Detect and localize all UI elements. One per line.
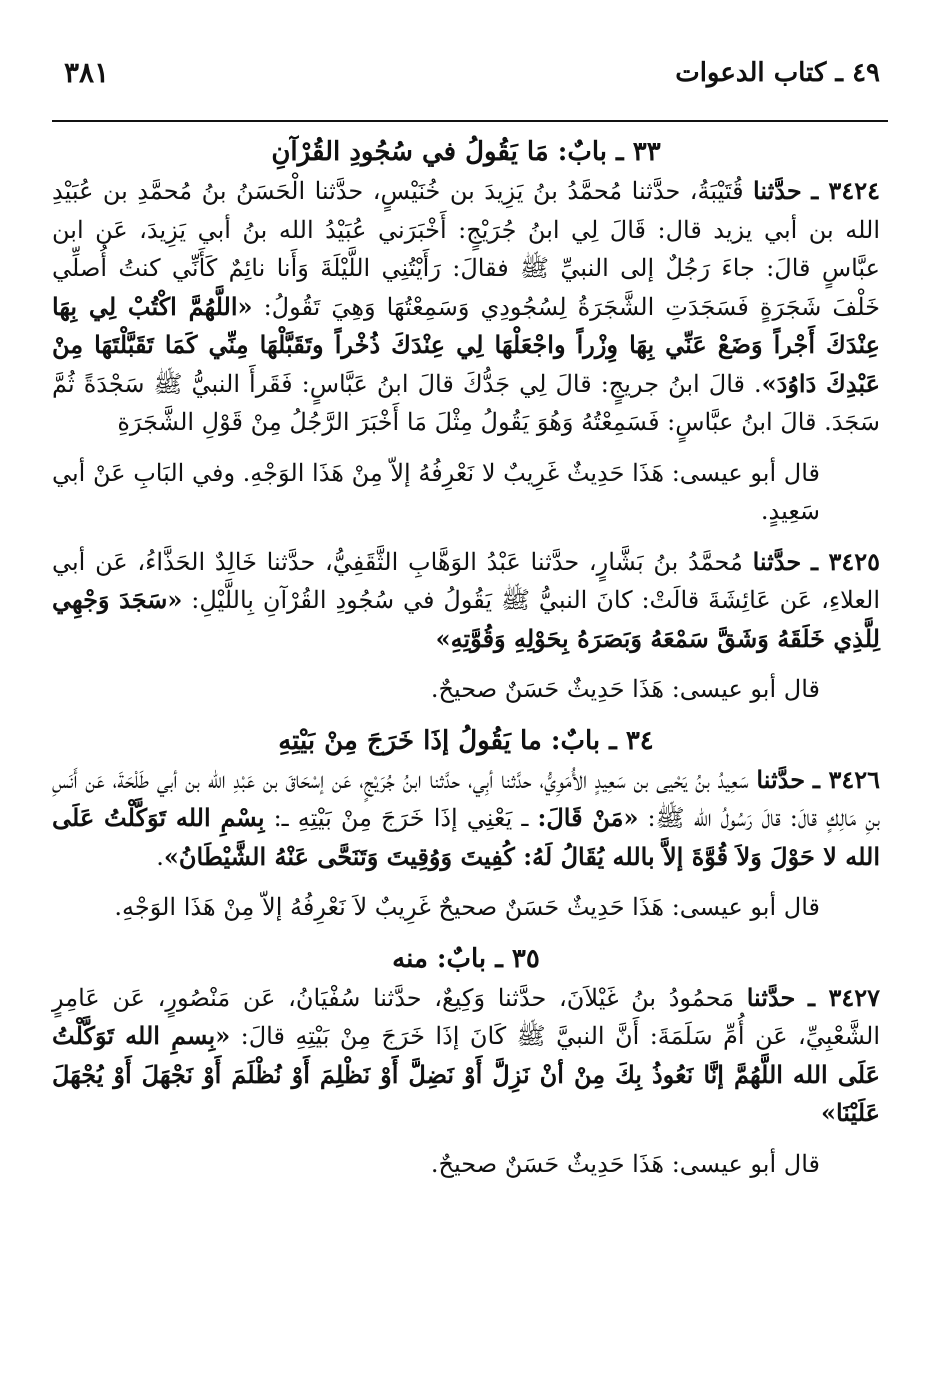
hadith-text: سَعِيدُ بنُ يَحْيى بن سَعِيدٍ الأُمَوِيُّ، حدَّثنا أبِي، حدَّثنا ابنُ جُرَيْجٍ، عَن إسْحَاقَ بن عَبْدِ الله بن أبي طَلْحَةَ، عَن أَنَسِ بنِ مَالِكٍ قالَ: قالَ رَسُولُ الله ﷺ: [52,765,880,832]
hadith-text: مَحمُودُ بنُ غَيْلاَنَ، حدَّثنا وَكِيعٌ، حدَّثنا سُفْيَانُ، عَن مَنْصُورٍ، عَن عَامِرٍ الشَّعْبِيِّ، عَن أُمِّ سَلَمَةَ: أَنَّ النبيَّ ﷺ كَانَ إذَا خَرَجَ مِنْ بَيْتِهِ قالَ: [52,983,880,1050]
supplication-text: «اللَّهُمَّ اكْتُبْ لِي بِهَا عِنْدَكَ أَجْراً وَضَعْ عَنِّي بِهَا وِزْراً واجْعَلْهَا لِي عِنْدَكَ ذُخْراً وتَقَبَّلْهَا مِنِّي كَمَا تَقَبَّلْتَهَا مِنْ عَبْدِكَ دَاوُدَ» [52,291,880,398]
hadith-text: . [156,842,164,871]
narration-lead: حدَّثنا [756,764,806,794]
hadith-text: . قالَ ابنُ جريجٍ: قالَ لِي جَدُّكَ قالَ ابنُ عَبَّاسٍ: فَقَرأَ النبيُّ ﷺ سَجْدَةً ثُمَّ سَجَدَ. قالَ ابنُ عبَّاسٍ: فَسَمِعْتُهُ وَهُوَ يَقُولُ مِثْلَ مَا أَخْبَرَ الرَّجُلُ مِنْ قَوْلِ الشَّجَرَةِ [52,369,880,436]
narration-lead: حدَّثنا [752,546,802,576]
hadith-number: ٣٤٢٦ ـ [812,764,880,794]
hadith-text: مُحمَّدُ بنُ بَشَّارٍ، حدَّثنا عَبْدُ الوَهَّابِ الثَّقَفِيُّ، حدَّثنا خَالِدٌ الحَذَّاءُ، عَن أبي العلاءِ، عَن عَائِشَةَ قالَتْ: كانَ النبيُّ ﷺ يَقُولُ في سُجُودِ القُرْآنِ بِاللَّيْلِ: [52,547,881,614]
hadith-number: ٣٤٢٤ ـ [811,176,880,205]
hadith-3425 [52,543,880,659]
supplication-text: «مَنْ قَالَ: [537,803,639,832]
narration-lead: حدَّثنا [746,982,796,1012]
narration-lead: حدَّثنا [753,176,802,205]
supplication-text: «بِسمِ الله تَوَكَّلْتُ عَلَى الله اللَّهُمَّ إنَّا نَعُوذُ بِكَ مِنْ أنْ نَزِلَّ أَوْ نَضِلَّ أَوْ نَظْلِمَ أَوْ نُظْلَمَ أَوْ نَجْهَلَ أَوْ يُجْهَلَ عَلَيْنَا» [52,1021,880,1127]
hadith-3424 [52,172,880,442]
section-heading-35: ٣٥ ـ بابٌ: منه [392,943,540,974]
hadith-3427 [52,979,880,1133]
hadith-text: ـ يَعْنِي إذَا خَرَجَ مِنْ بَيْتِهِ ـ: [273,804,529,832]
section-heading-33: ٣٣ ـ بابٌ: مَا يَقُولُ في سُجُودِ القُرْآنِ [271,137,661,167]
commentary-3425: قال أبو عيسى: هَذَا حَدِيثٌ حَسَنٌ صحيحٌ. [430,675,820,703]
section-heading-34: ٣٤ ـ بابٌ: ما يَقُولُ إذَا خَرَجَ مِنْ بَيْتِهِ [278,725,654,756]
commentary-3424: قال أبو عيسى: هَذَا حَدِيثٌ غَرِيبٌ لا نَعْرِفُهُ إلاّ مِنْ هَذَا الوَجْهِ. وفي البَابِ عَنْ أبي سَعِيدٍ. [52,458,820,525]
hadith-3426 [52,761,880,877]
supplication-text: «سَجَدَ وَجْهِي لِلَّذِي خَلَقَهُ وَشَقَّ سَمْعَهُ وَبَصَرَهُ بِحَوْلِهِ وَقُوَّتِهِ» [52,585,880,653]
chapter-title: ٤٩ ـ كتاب الدعوات [675,58,880,88]
commentary-3427: قال أبو عيسى: هَذَا حَدِيثٌ حَسَنٌ صحيحٌ. [430,1149,820,1178]
hadith-number: ٣٤٢٧ ـ [808,982,880,1012]
page-content [52,132,880,1195]
header-rule [52,120,888,122]
supplication-text: بِسْمِ الله تَوَكَّلْتُ عَلَى الله لا حَوْلَ وَلاَ قُوَّةَ إلاَّ بالله يُقَالُ لَهُ: كُفِيتَ وَوُقِيتَ وَتَنَحَّى عَنْهُ الشَّيْطَانُ» [52,803,880,871]
commentary-3426: قال أبو عيسى: هَذَا حَدِيثٌ حَسَنٌ صحيحٌ غَرِيبٌ لاَ نَعْرِفُهُ إلاّ مِنْ هَذَا الوَجْهِ. [114,893,820,921]
hadith-text: قُتَيْبَةُ، حدَّثنا مُحمَّدُ بنُ يَزِيدَ بن خُنَيْسٍ، حدَّثنا الْحَسَنُ بنُ مُحمَّدِ بن عُبَيْدِ الله بن أبي يزيد قال: قَالَ لِي ابنُ جُرَيْجٍ: أَخْبَرَني عُبَيْدُ الله بنُ أبي يَزِيدَ، عَن ابن عبَّاسٍ قالَ: جاءَ رَجُلٌ إلى النبيِّ ﷺ فقالَ: رَأَيْتُنِي اللَّيْلَةَ وَأَنا نائِمٌ كَأَنِّي كنتُ أُصلِّي خَلْفَ شَجَرَةٍ فَسَجَدَتِ الشَّجَرَةُ لِسُجُودِي وَسَمِعْتُهَا وَهِيَ تَقُولُ: [52,177,880,321]
page-number: ٣٨١ [64,56,110,89]
hadith-number: ٣٤٢٥ ـ [810,546,880,576]
